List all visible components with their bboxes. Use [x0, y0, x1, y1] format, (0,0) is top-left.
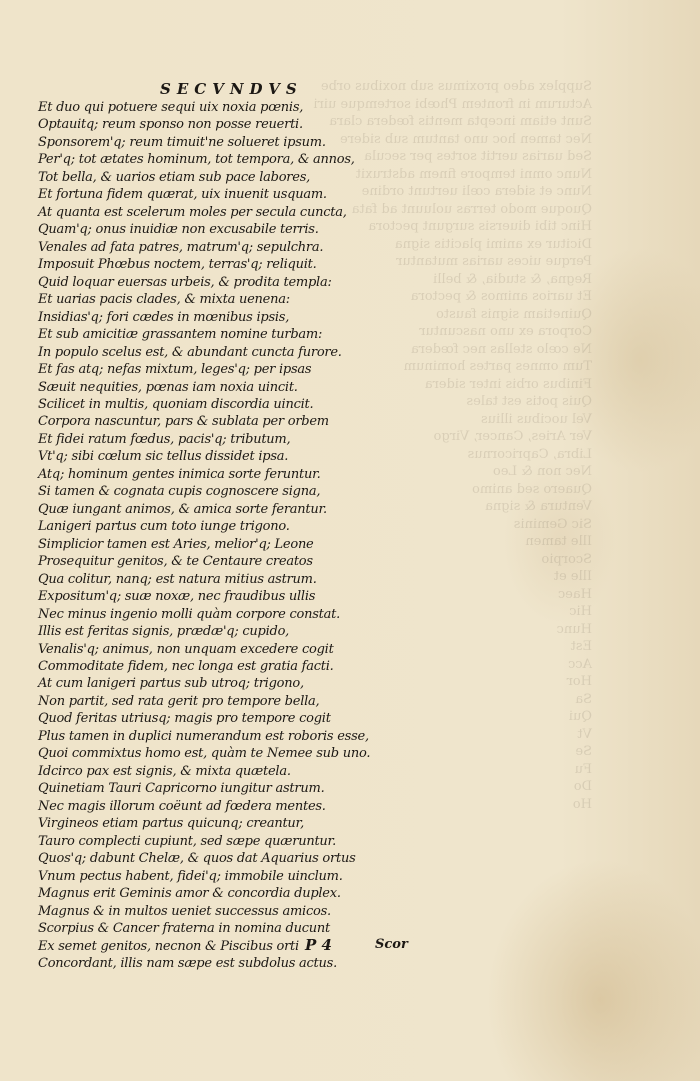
verse-line: Et uarias pacis clades, & mixta uenena:: [38, 292, 290, 308]
catchword: Scor: [375, 937, 408, 952]
verse-line: Idcirco pax est signis, & mixta quætela.: [38, 763, 291, 779]
verse-line: Quæ iungant animos, & amica sorte ferantur.: [38, 501, 327, 517]
verse-line: Concordant, illis nam sæpe est subdolus actus.: [38, 955, 337, 971]
verse-line: Quam'q; onus inuidiæ non excusabile terris.: [38, 222, 319, 238]
verse-line: Et fidei ratum fœdus, pacis'q; tributum,: [38, 431, 291, 447]
verse-line: Quos'q; dabunt Chelæ, & quos dat Aquarius ortus: [38, 851, 356, 867]
verse-line: Per'q; tot ætates hominum, tot tempora, & annos,: [38, 152, 355, 168]
verse-line: Simplicior tamen est Aries, melior'q; Leone: [38, 536, 314, 552]
verse-line: Lanigeri partus cum toto iunge trigono.: [38, 519, 290, 535]
verse-line: Expositum'q; suæ noxæ, nec fraudibus ullis: [38, 589, 316, 605]
verse-lines: [38, 99, 371, 972]
verse-line: Sponsorem'q; reum timuit'ne solueret ipsum.: [38, 134, 326, 150]
verse-line: Et fas atq; nefas mixtum, leges'q; per ipsas: [38, 362, 312, 378]
verse-line: Virgineos etiam partus quicunq; creantur,: [38, 816, 304, 832]
verse-line: Corpora nascuntur, pars & sublata per orbem: [38, 414, 329, 430]
verse-line: Illis est feritas signis, prædæ'q; cupido,: [38, 624, 290, 640]
verse-line: At quanta est scelerum moles per secula cuncta,: [38, 204, 347, 220]
verse-line: Quinetiam Tauri Capricorno iungitur astrum.: [38, 781, 325, 797]
verse-line: Nec minus ingenio molli quàm corpore constat.: [38, 606, 340, 622]
verse-line: Vt'q; sibi cœlum sic tellus dissidet ipsa.: [38, 449, 289, 465]
verse-line: Venales ad fata patres, matrum'q; sepulchra.: [38, 239, 324, 255]
verse-line: Quoi commixtus homo est, quàm te Nemee sub uno.: [38, 746, 371, 762]
verse-line: Prosequitur genitos, & te Centaure creatos: [38, 554, 313, 570]
running-head: SECVNDVS: [160, 80, 303, 98]
verse-line: Insidias'q; fori cædes in mœnibus ipsis,: [38, 309, 290, 325]
verse-line: Si tamen & cognata cupis cognoscere signa,: [38, 484, 321, 500]
verse-line: Optauitq; reum sponso non posse reuerti.: [38, 117, 303, 133]
verse-line: Qua colitur, nanq; est natura mitius astrum.: [38, 571, 317, 587]
verse-line: Plus tamen in duplici numerandum est roboris esse,: [38, 728, 369, 744]
verse-line: Ex semet genitos, necnon & Piscibus orti: [38, 938, 299, 954]
verse-line: Vnum pectus habent, fidei'q; immobile uinclum.: [38, 868, 343, 884]
verse-line: In populo scelus est, & abundant cuncta furore.: [38, 344, 342, 360]
verse-line: Et sub amicitiæ grassantem nomine turbam:: [38, 327, 323, 343]
verse-line: Magnus & in multos ueniet successus amicos.: [38, 903, 331, 919]
verse-line: Nec magis illorum coëunt ad fœdera mentes.: [38, 798, 326, 814]
verse-line: Magnus erit Geminis amor & concordia duplex.: [38, 886, 341, 902]
show-through-text: Supplex adeo proximus sub noxibus orbe Acturum in frontem Phœbi sortemque uiri Sunt etiam incepta mentis fœdera clara Nec tamen hoc uno tantum sub sidere Sed uarias uertit sortes per secula Nunc omni tempore finem adstruxit Nunc et sidera cœli uertunt ordine Quoque modo terras uoluunt ad fata Hinc tibi diuersis surgunt pectora Dicitur ex animi placitis signa Perque uices uarias mutantur Regna, & studia, & belli Et uarios animos & pectora Quinetiam signis fausto Corpora ex uno nascuntur Ne cœlo stellas nec fœdera Tum omnes partes hominum Finibus orbis inter sidera Quis potis est tales Vel uocibus illius Ver Aries, Cancer, Virgo Libra, Capricornus Nec non & Leo Quaero sed animo Ventura & signa Sic Geminis Ille tamen Scorpio Ille et Haec Hic Hunc Est Acc Hor Sa Qui Vt Se Fu Do Ho: [313, 79, 592, 812]
verse-line: Tot bella, & uarios etiam sub pace labores,: [38, 169, 310, 185]
verse-line: Non partit, sed rata gerit pro tempore bella,: [38, 693, 320, 709]
verse-line: Scilicet in multis, quoniam discordia uincit.: [38, 396, 314, 412]
verse-line: Venalis'q; animus, non unquam excedere cogit: [38, 641, 334, 657]
verse-line: Et duo qui potuere sequi uix noxia pœnis,: [38, 100, 304, 115]
verse-line: Tauro complecti cupiunt, sed sæpe quæruntur.: [38, 833, 336, 849]
verse-line: Commoditate fidem, nec longa est gratia facti.: [38, 659, 334, 674]
verse-line: At cum lanigeri partus sub utroq; trigono,: [38, 676, 304, 692]
signature-mark: P 4: [305, 936, 332, 954]
verse-line: Quid loquar euersas urbeis, & prodita templa:: [38, 274, 332, 290]
verse-line: Atq; hominum gentes inimica sorte feruntur.: [38, 466, 321, 482]
verse-line: Quod feritas utriusq; magis pro tempore cogit: [38, 711, 331, 727]
verse-line: Et fortuna fidem quærat, uix inuenit usquam.: [38, 187, 327, 203]
verse-line: Scorpius & Cancer fraterna in nomina ducunt: [38, 921, 330, 937]
verse-line: Imposuit Phœbus noctem, terras'q; reliquit.: [38, 257, 317, 273]
verse-line: Sæuit nequities, pœnas iam noxia uincit.: [38, 379, 298, 395]
